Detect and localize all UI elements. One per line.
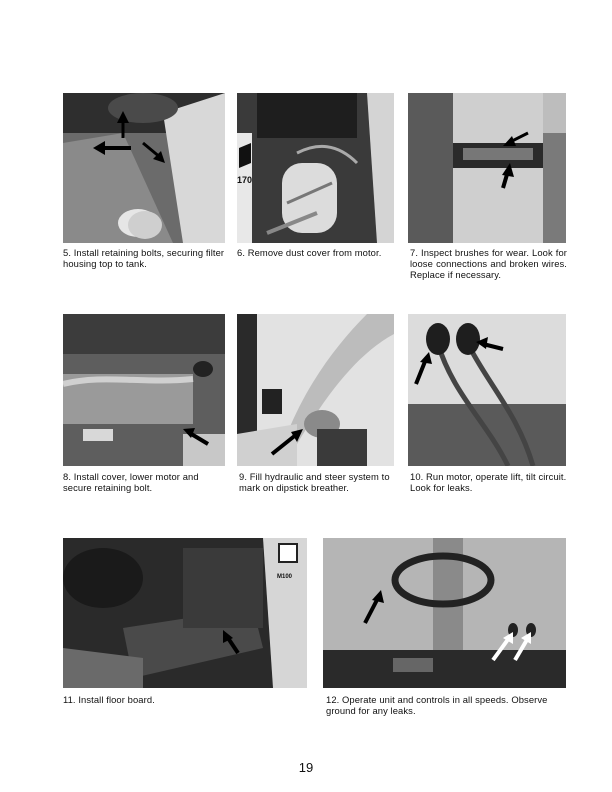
- caption-step-10: 10. Run motor, operate lift, tilt circuit. Look for leaks.: [410, 471, 567, 493]
- page-number: 19: [298, 760, 314, 775]
- photo-step-6: [237, 93, 394, 243]
- photo-step-8-image: [63, 314, 225, 466]
- caption-step-11: 11. Install floor board.: [63, 694, 155, 705]
- photo-step-8: [63, 314, 225, 466]
- photo-step-9-image: [237, 314, 394, 466]
- photo-step-6-image: [237, 93, 394, 243]
- photo-step-5-image: [63, 93, 225, 243]
- photo-step-11: [63, 538, 307, 688]
- photo-step-11-image: [63, 538, 307, 688]
- caption-step-5: 5. Install retaining bolts, securing filter housing top to tank.: [63, 247, 225, 269]
- photo-step-12-image: [323, 538, 566, 688]
- caption-step-7: 7. Inspect brushes for wear. Look for loose connections and broken wires. Replace if necessary.: [410, 247, 567, 280]
- photo-step-10: [408, 314, 566, 466]
- photo-label-m100: M100: [277, 574, 293, 580]
- caption-step-9: 9. Fill hydraulic and steer system to mark on dipstick breather.: [239, 471, 390, 493]
- photo-label-170: 170: [237, 175, 253, 185]
- photo-step-10-image: [408, 314, 566, 466]
- photo-step-7: [408, 93, 566, 243]
- caption-step-12: 12. Operate unit and controls in all speeds. Observe ground for any leaks.: [326, 694, 548, 716]
- photo-step-7-image: [408, 93, 566, 243]
- photo-step-9: [237, 314, 394, 466]
- caption-step-6: 6. Remove dust cover from motor.: [237, 247, 382, 258]
- photo-step-5: [63, 93, 225, 243]
- caption-step-8: 8. Install cover, lower motor and secure retaining bolt.: [63, 471, 199, 493]
- photo-step-12: [323, 538, 566, 688]
